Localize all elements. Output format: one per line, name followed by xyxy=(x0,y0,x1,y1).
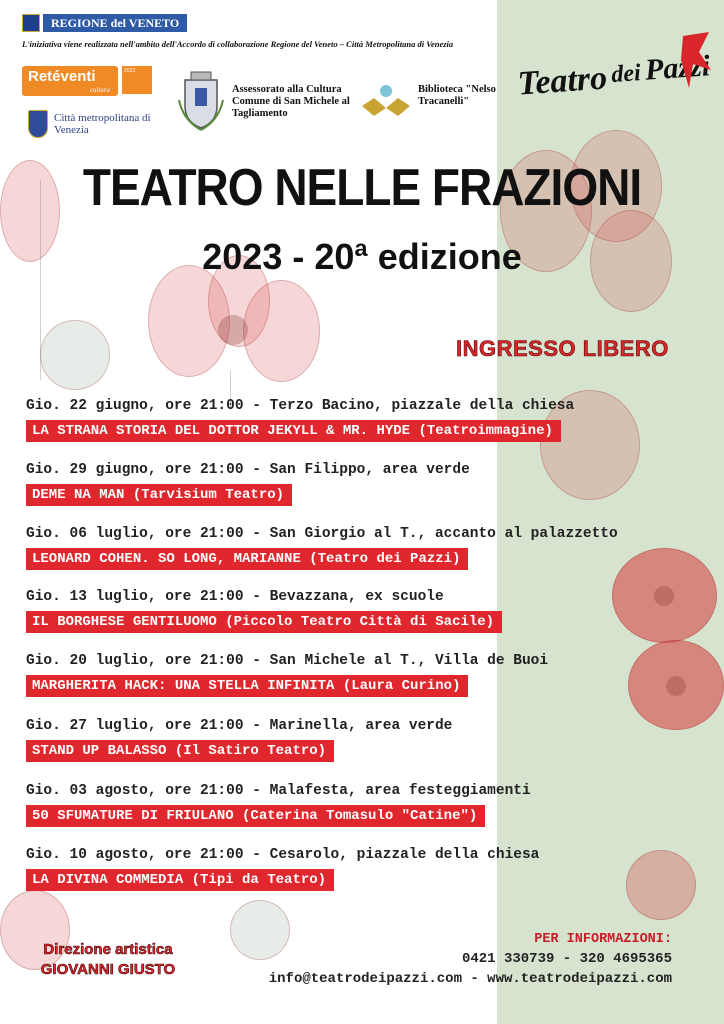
contact-info xyxy=(269,932,672,987)
event-date-place: Gio. 29 giugno, ore 21:00 - San Filippo, area verde xyxy=(26,462,470,478)
metro-label: Città metropolitana di Venezia xyxy=(54,112,151,136)
event-item xyxy=(26,847,539,891)
direzione-name: GIOVANNI GIUSTO xyxy=(40,961,176,978)
artistic-direction xyxy=(28,940,188,980)
event-date-place: Gio. 10 agosto, ore 21:00 - Cesarolo, piazzale della chiesa xyxy=(26,847,540,863)
event-show-title: DEME NA MAN (Tarvisium Teatro) xyxy=(26,484,292,506)
event-show-title: LA STRANA STORIA DEL DOTTOR JEKYLL & MR. HYDE (Teatroimmagine) xyxy=(26,420,561,442)
event-item xyxy=(26,653,548,697)
free-entry-label: INGRESSO LIBERO xyxy=(456,336,669,361)
page-title: TEATRO NELLE FRAZIONI xyxy=(82,157,642,217)
san-michele-crest-icon xyxy=(177,70,225,132)
event-show-title: LA DIVINA COMMEDIA (Tipi da Teatro) xyxy=(26,869,334,891)
assessorato-label: Assessorato alla Cultura Comune di San Michele al Tagliamento xyxy=(232,84,350,119)
info-phones: 0421 330739 - 320 4695365 xyxy=(461,951,672,967)
accordo-note: L'iniziativa viene realizzata nell'ambito dell'Accordo di collaborazione Regione del Veneto – Città Metropolitana di Venezia xyxy=(22,39,454,49)
regione-veneto-logo xyxy=(22,14,187,32)
biblioteca-label: Biblioteca "Nelso Tracanelli" xyxy=(418,84,496,107)
event-date-place: Gio. 06 luglio, ore 21:00 - San Giorgio al T., accanto al palazzetto xyxy=(26,526,618,542)
event-date-place: Gio. 20 luglio, ore 21:00 - San Michele al T., Villa de Buoi xyxy=(26,653,549,669)
reteventi-sub: cultura xyxy=(89,86,110,94)
reteventi-logo xyxy=(22,66,118,96)
svg-text:Teatro: Teatro xyxy=(516,59,609,103)
event-show-title: LEONARD COHEN. SO LONG, MARIANNE (Teatro dei Pazzi) xyxy=(26,548,468,570)
event-show-title: STAND UP BALASSO (Il Satiro Teatro) xyxy=(26,740,334,762)
edition-subtitle: 2023 - 20ª edizione xyxy=(202,236,522,277)
info-heading: PER INFORMAZIONI: xyxy=(534,932,672,947)
teatro-dei-pazzi-logo xyxy=(513,30,713,112)
reteventi-year-badge: 2023 xyxy=(122,66,152,94)
info-email-web[interactable]: info@teatrodeipazzi.com - www.teatrodeipazzi.com xyxy=(268,971,672,987)
event-date-place: Gio. 27 luglio, ore 21:00 - Marinella, area verde xyxy=(26,718,453,734)
svg-text:dei: dei xyxy=(610,60,642,89)
event-show-title: 50 SFUMATURE DI FRIULANO (Caterina Tomasulo "Catine") xyxy=(26,805,485,827)
event-date-place: Gio. 13 luglio, ore 21:00 - Bevazzana, ex scuole xyxy=(26,589,444,605)
event-item xyxy=(26,589,502,633)
event-item xyxy=(26,462,470,506)
event-item xyxy=(26,718,452,762)
metro-shield-icon xyxy=(28,110,48,138)
regione-veneto-label: REGIONE del VENETO xyxy=(43,14,187,32)
citta-metropolitana-logo xyxy=(28,110,174,138)
event-date-place: Gio. 22 giugno, ore 21:00 - Terzo Bacino, piazzale della chiesa xyxy=(26,398,575,414)
biblioteca-book-icon xyxy=(360,84,412,120)
event-date-place: Gio. 03 agosto, ore 21:00 - Malafesta, area festeggiamenti xyxy=(26,783,531,799)
event-item xyxy=(26,783,531,827)
event-item xyxy=(26,398,574,442)
reteventi-label: Retéventi xyxy=(28,68,96,85)
event-show-title: IL BORGHESE GENTILUOMO (Piccolo Teatro Città di Sacile) xyxy=(26,611,502,633)
event-show-title: MARGHERITA HACK: UNA STELLA INFINITA (Laura Curino) xyxy=(26,675,468,697)
event-item xyxy=(26,526,618,570)
veneto-shield-icon xyxy=(22,14,40,32)
direzione-label: Direzione artistica xyxy=(43,941,173,958)
svg-text:Pazzi: Pazzi xyxy=(643,49,712,87)
